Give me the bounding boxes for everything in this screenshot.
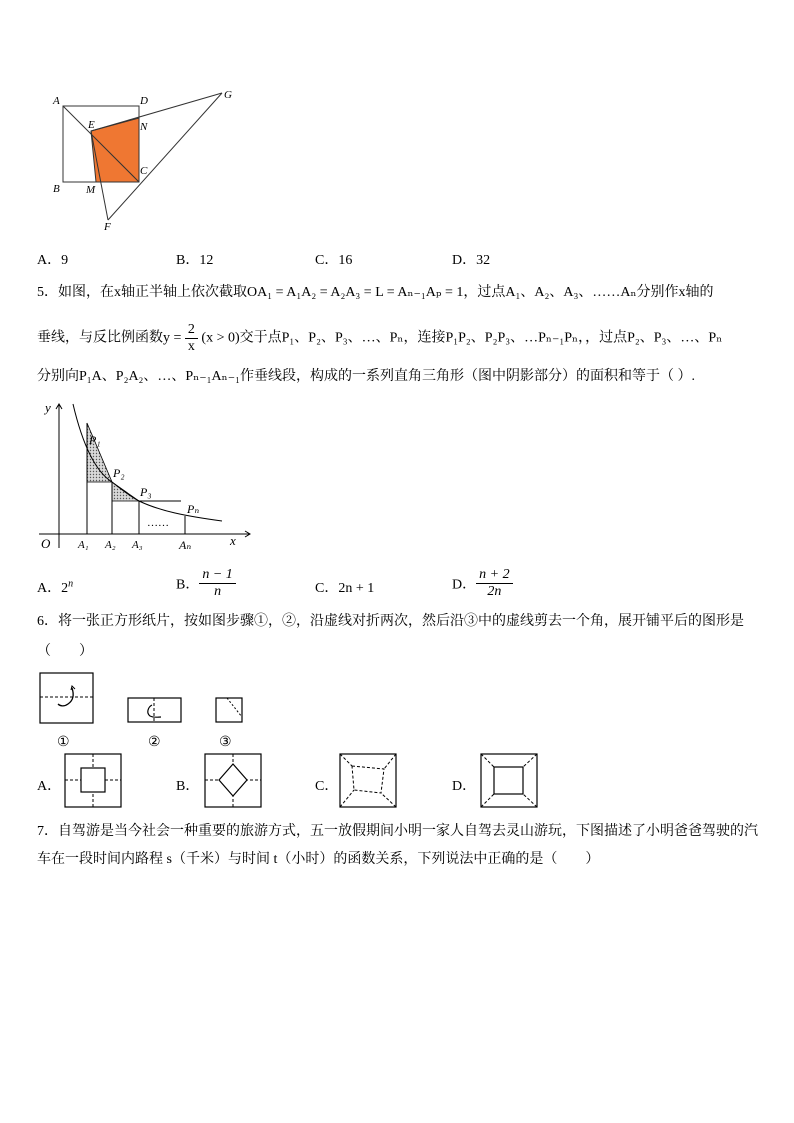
q6-option-d-figure bbox=[480, 753, 540, 809]
q5-graph-label-P3: P₃ bbox=[140, 485, 152, 499]
q4-label-G: G bbox=[224, 89, 232, 101]
q5-option-a bbox=[37, 577, 73, 597]
q5-fraction bbox=[185, 322, 198, 355]
q5-graph-label-A2: A₂ bbox=[105, 539, 116, 551]
q6-step-2-figure bbox=[126, 695, 184, 725]
q5-option-d-fraction bbox=[476, 567, 512, 600]
q4-shaded-quadrilateral bbox=[91, 118, 139, 182]
q5-shaded-triangle-1 bbox=[87, 423, 112, 482]
q7-text-line-2: 车在一段时间内路程 s（千米）与时间 t（小时）的函数关系，下列说法中正确的是（ ） bbox=[37, 852, 600, 867]
q5-text-line-2b: (x > 0)交于点P₁、P₂、P₃、…、Pₙ，连接P₁P₂、P₂P₃、…Pₙ₋₁Pₙ，，过点P₂、P₃、…、Pₙ bbox=[201, 330, 723, 346]
q5-option-b-prefix: B． bbox=[176, 577, 200, 593]
q5-option-c: C．2n + 1 bbox=[315, 581, 375, 596]
q4-label-N: N bbox=[140, 121, 148, 133]
q5-graph-label-An: Aₙ bbox=[179, 538, 192, 552]
q4-option-a: A．9 bbox=[37, 253, 69, 268]
q5-graph-label-A1: A₁ bbox=[78, 539, 89, 551]
q5-graph bbox=[35, 398, 255, 558]
q4-label-D: D bbox=[140, 95, 148, 107]
q6-option-a-figure bbox=[64, 753, 124, 809]
q5-graph-label-O: O bbox=[41, 536, 51, 551]
q6-option-c: C． bbox=[315, 779, 339, 794]
q5-fraction-num: 2 bbox=[185, 322, 198, 339]
q6-step-label-2: ② bbox=[148, 735, 161, 750]
q7-text-line-1: 7．自驾游是当今社会一种重要的旅游方式，五一放假期间小明一家人自驾去灵山游玩，下图描述了小明爸爸驾驶的汽 bbox=[37, 824, 758, 839]
q5-option-d bbox=[452, 567, 513, 600]
q5-option-b-num: n − 1 bbox=[199, 567, 235, 584]
q5-graph-label-Pn: Pₙ bbox=[187, 502, 200, 516]
q5-graph-label-dots: …… bbox=[147, 517, 169, 529]
q4-label-B: B bbox=[53, 183, 60, 195]
q5-text-line-3: 分别向P₁A、P₂A₂、…、Pₙ₋₁Aₙ₋₁作垂线段，构成的一系列直角三角形（图中阴影部分）的面积和等于（ ）. bbox=[37, 369, 695, 384]
q4-label-M: M bbox=[86, 184, 96, 196]
q5-text-line-2a: 垂线，与反比例函数y = bbox=[37, 330, 182, 346]
q5-option-b-den: n bbox=[214, 584, 222, 599]
q6-step-1-figure bbox=[38, 670, 96, 726]
q5-graph-label-y: y bbox=[45, 400, 51, 415]
q4-option-b: B．12 bbox=[176, 253, 214, 268]
q6-text-line-1: 6．将一张正方形纸片，按如图步骤①，②，沿虚线对折两次，然后沿③中的虚线剪去一个角，展开铺平后的图形是 bbox=[37, 614, 744, 629]
q6-option-b-figure bbox=[204, 753, 264, 809]
q6-option-b: B． bbox=[176, 779, 200, 794]
q6-step-3-figure bbox=[214, 695, 246, 725]
q5-fraction-den: x bbox=[187, 339, 195, 354]
q4-option-c: C．16 bbox=[315, 253, 353, 268]
q5-option-a-prefix: A．2 bbox=[37, 581, 69, 596]
q5-option-b bbox=[176, 567, 236, 600]
q4-label-A: A bbox=[53, 95, 60, 107]
q4-label-F: F bbox=[104, 221, 111, 233]
q5-option-a-exponent: n bbox=[68, 578, 74, 590]
q6-option-d: D． bbox=[452, 779, 477, 794]
q6-option-a: A． bbox=[37, 779, 62, 794]
q5-graph-label-A3: A₃ bbox=[132, 539, 143, 551]
q6-option-c-figure bbox=[339, 753, 399, 809]
q5-option-d-prefix: D． bbox=[452, 577, 477, 593]
q5-option-d-den: 2n bbox=[487, 584, 502, 599]
q5-option-d-num: n + 2 bbox=[476, 567, 512, 584]
q5-graph-label-P2: P₂ bbox=[113, 466, 125, 480]
q6-step-label-1: ① bbox=[57, 735, 70, 750]
q5-text-line-2 bbox=[37, 322, 722, 355]
q4-label-E: E bbox=[88, 119, 95, 131]
q4-label-C: C bbox=[140, 165, 148, 177]
q5-graph-label-x: x bbox=[230, 533, 236, 548]
q5-text-line-1: 5．如图，在x轴正半轴上依次截取OA₁ = A₁A₂ = A₂A₃ = L = Aₙ₋₁Aₚ = 1，过点A₁、A₂、A₃、……Aₙ分别作x轴的 bbox=[37, 285, 714, 300]
q4-figure bbox=[40, 80, 250, 235]
q4-option-d: D．32 bbox=[452, 253, 491, 268]
q6-text-line-2: （ ） bbox=[37, 644, 93, 659]
q5-option-b-fraction bbox=[199, 567, 235, 600]
q5-graph-label-P1: P₁ bbox=[89, 433, 101, 447]
q6-step-label-3: ③ bbox=[219, 735, 232, 750]
